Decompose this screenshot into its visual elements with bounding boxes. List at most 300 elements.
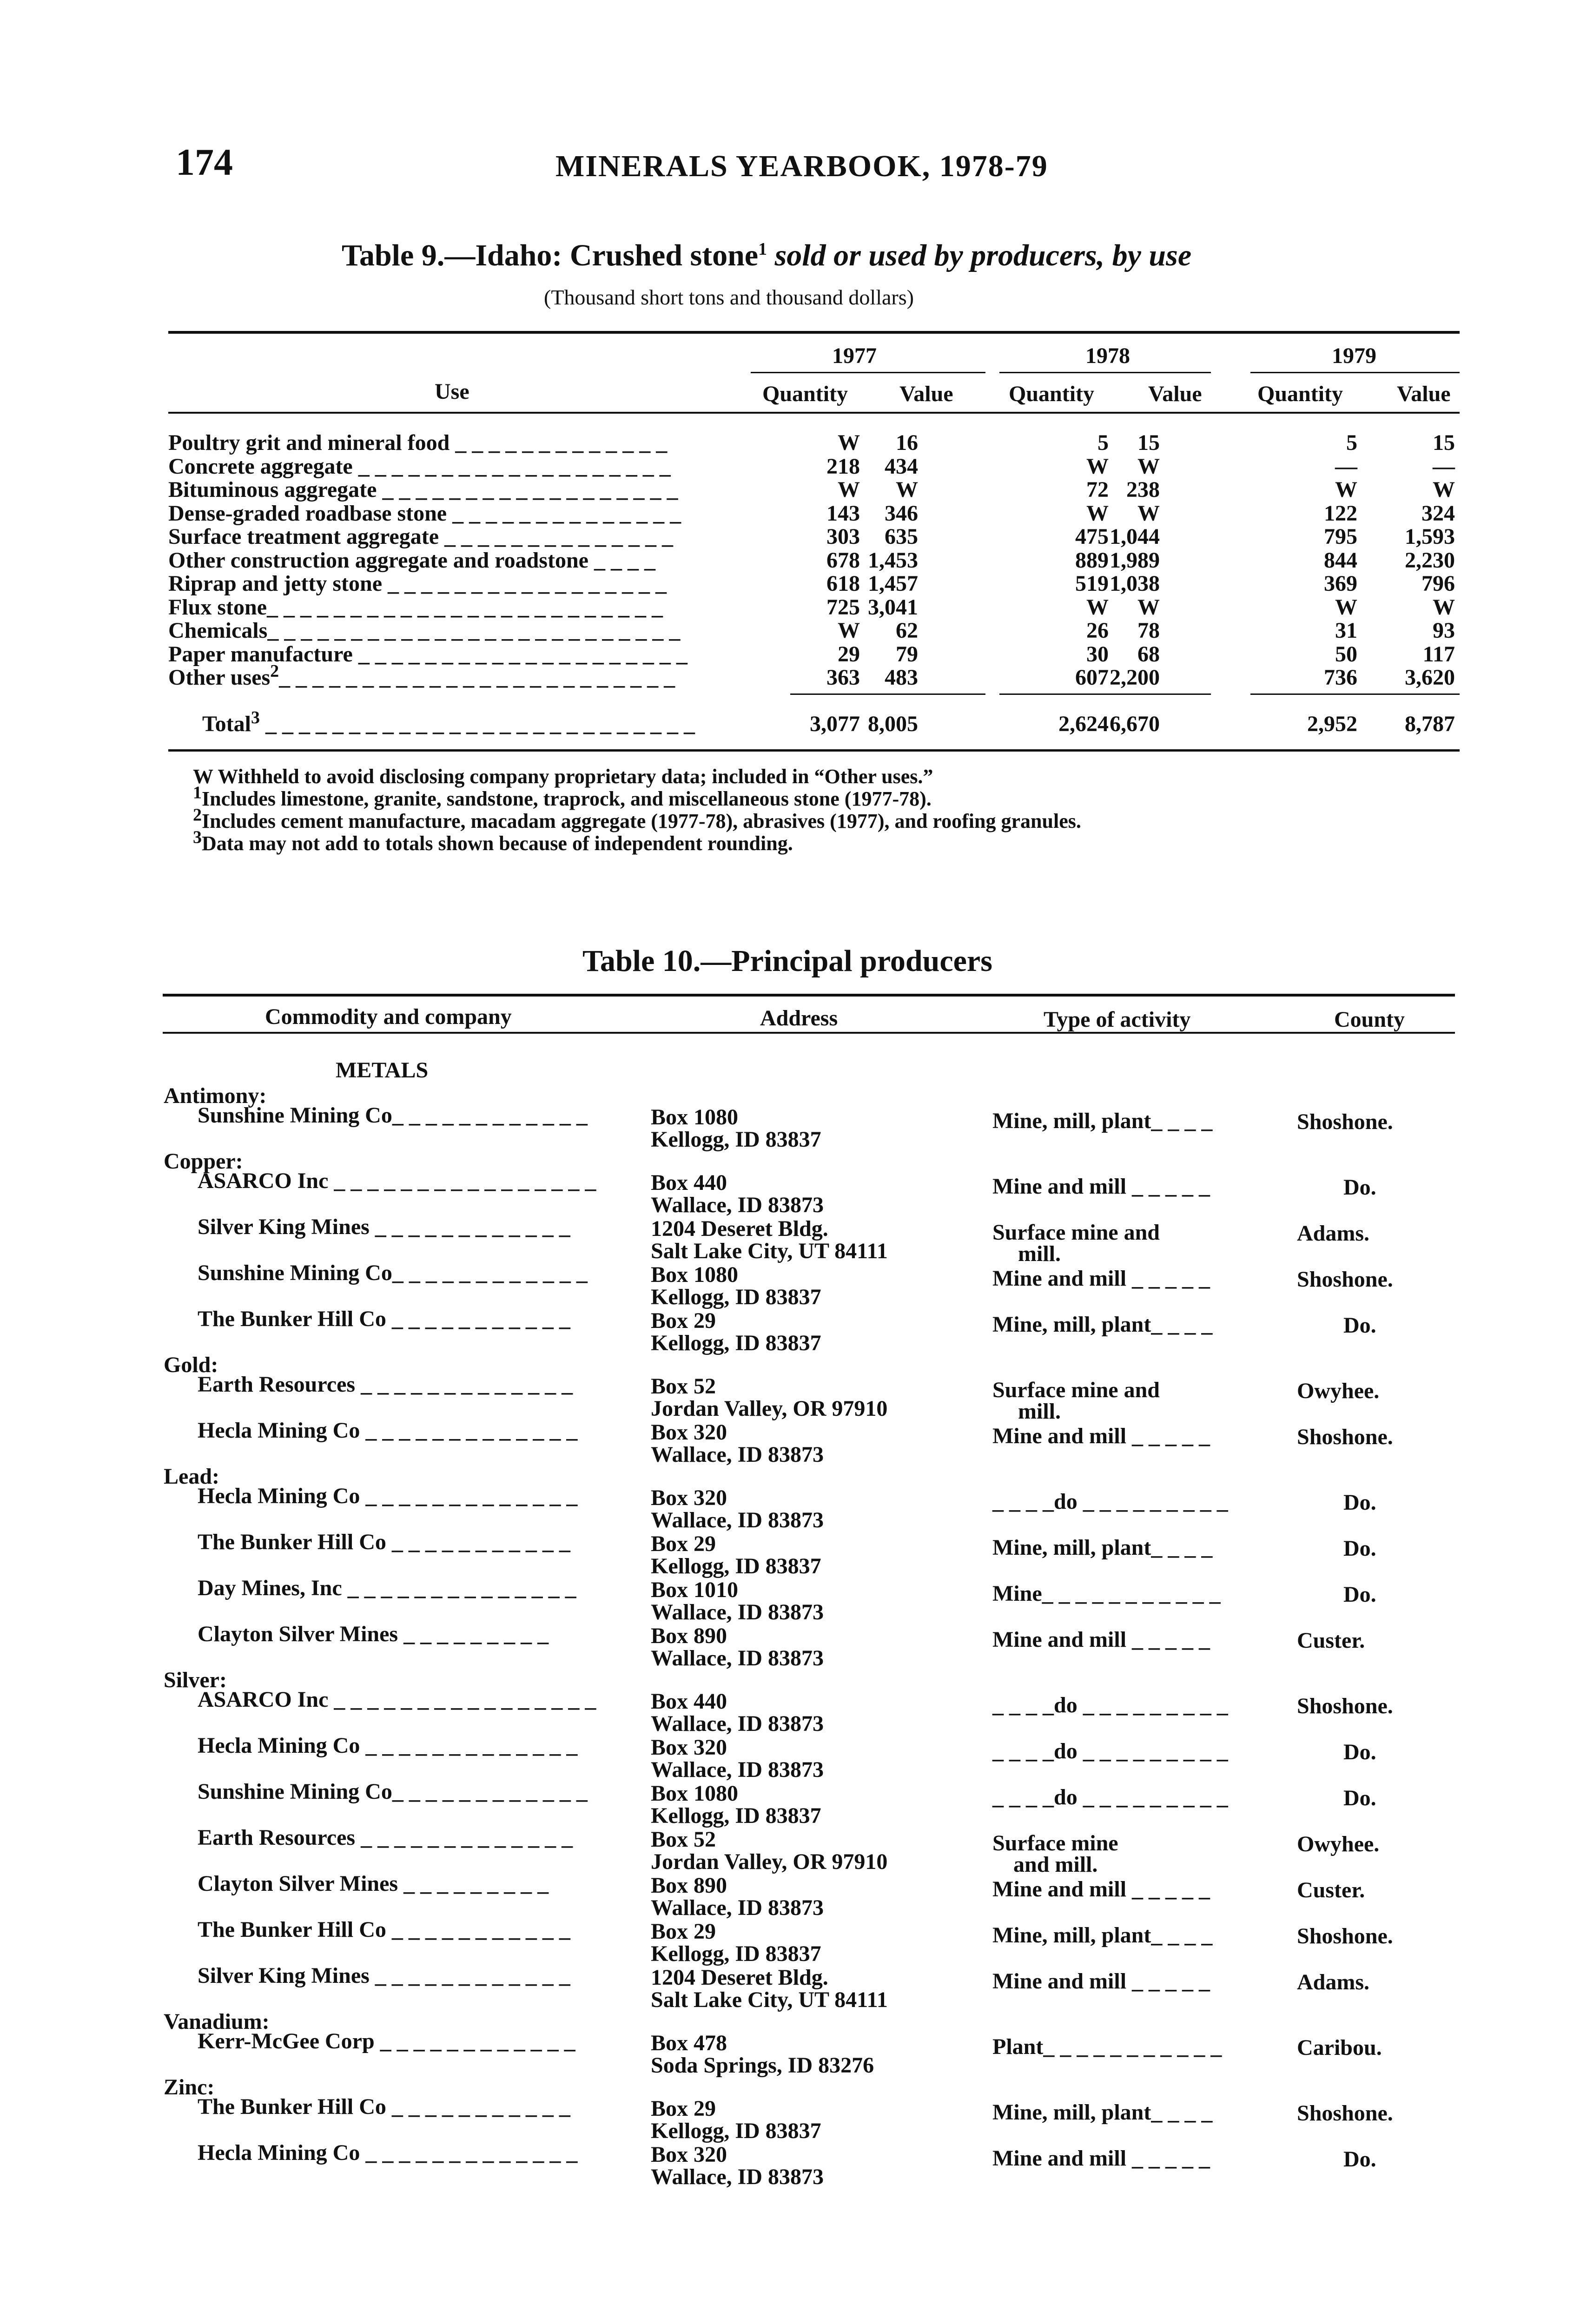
company-label: The Bunker Hill Co <box>198 1307 386 1331</box>
activity-label: Mine, mill, plant <box>992 1923 1151 1948</box>
table-cell: 62 <box>896 618 918 643</box>
table-cell: W <box>1433 594 1455 620</box>
company-name <box>198 2094 570 2119</box>
activity-type <box>992 1489 1228 1514</box>
company-name <box>198 1621 549 1647</box>
address-line-1: Box 1010 <box>651 1578 739 1602</box>
company-name <box>198 1483 577 1509</box>
company-name <box>198 1733 577 1758</box>
table-cell: W <box>1137 594 1160 620</box>
quantity-header: Quantity <box>762 382 848 406</box>
table9-title-main: Table 9. <box>342 238 445 272</box>
county: Do. <box>1343 1786 1376 1810</box>
address-line-2: Wallace, ID 83873 <box>651 1442 824 1467</box>
dot-leader: _ _ _ _ _ <box>1126 2146 1210 2171</box>
company-name <box>198 1103 588 1128</box>
county: Custer. <box>1297 1628 1365 1653</box>
address-line-2: Soda Springs, ID 83276 <box>651 2053 874 2078</box>
table-cell: 79 <box>896 641 918 667</box>
table-row-label <box>168 524 673 549</box>
dot-leader: _ _ _ _ _ _ _ _ _ _ _ _ _ _ _ _ _ _ _ _ <box>352 641 688 667</box>
company-label: Hecla Mining Co <box>198 1484 360 1508</box>
activity-label: _ _ _ _do <box>992 1693 1078 1717</box>
company-label: Earth Resources <box>198 1372 356 1397</box>
table-cell: W <box>1086 454 1109 479</box>
county: Custer. <box>1297 1878 1365 1902</box>
address-line-1: Box 29 <box>651 1532 716 1556</box>
table-row-label <box>168 548 655 573</box>
dot-leader: _ _ _ _ _ _ _ _ _ _ _ _ <box>392 1779 588 1804</box>
address-line-1: Box 29 <box>651 1919 716 1944</box>
address-line-1: 1204 Deseret Bldg. <box>651 1965 828 1990</box>
dot-leader: _ _ _ _ _ _ _ _ _ _ _ _ _ <box>450 430 668 455</box>
county: Do. <box>1343 1490 1376 1515</box>
county: Do. <box>1343 1582 1376 1607</box>
activity-label: Mine and mill <box>992 2146 1127 2171</box>
table-row-label <box>168 661 675 690</box>
county: Shoshone. <box>1297 1425 1393 1449</box>
activity-label: Mine and mill <box>992 1969 1127 1994</box>
county: Do. <box>1343 1536 1376 1561</box>
footnote-mark: 3 <box>251 708 260 727</box>
dot-leader: _ _ _ _ _ <box>1126 1627 1210 1652</box>
table10-header-activity: Type of activity <box>1044 1007 1191 1032</box>
dot-leader: _ _ _ _ _ _ _ _ _ _ _ _ <box>369 1963 570 1988</box>
dot-leader: _ _ _ _ _ _ _ _ _ _ _ _ <box>392 1103 588 1128</box>
table-row-label <box>168 477 678 502</box>
table-cell: 31 <box>1335 618 1357 643</box>
dot-leader: _ _ _ _ _ _ _ _ _ _ _ _ _ _ <box>342 1576 576 1600</box>
use-label: Chemicals <box>168 618 268 643</box>
company-label: Silver King Mines <box>198 1963 370 1988</box>
address-line-2: Wallace, ID 83873 <box>651 1711 824 1736</box>
table-cell: — <box>1433 454 1455 479</box>
company-name <box>198 1687 596 1712</box>
table-cell: 2,200 <box>1110 665 1160 690</box>
use-label: Surface treatment aggregate <box>168 524 439 549</box>
activity-type <box>992 1108 1212 1134</box>
county: Owyhee. <box>1297 1379 1380 1403</box>
table9-title-dash: —Idaho: Crushed stone <box>444 238 759 272</box>
company-name <box>198 1779 588 1804</box>
company-label: Kerr-McGee Corp <box>198 2029 375 2053</box>
table-cell: 678 <box>826 548 860 573</box>
company-name <box>198 1214 570 1240</box>
address-line-1: Box 478 <box>651 2031 727 2055</box>
table-cell: 725 <box>826 594 860 620</box>
commodity-heading: Zinc: <box>164 2075 215 2100</box>
dot-leader: _ _ _ _ _ _ _ _ _ _ _ _ _ <box>355 1372 573 1397</box>
address-line-2: Kellogg, ID 83837 <box>651 2119 821 2143</box>
table-cell: 5 <box>1097 430 1109 455</box>
county: Do. <box>1343 1313 1376 1338</box>
dot-leader: _ _ _ _ _ _ _ _ _ <box>1077 1739 1228 1763</box>
address-line-1: Box 29 <box>651 2096 716 2121</box>
table-cell: W <box>1086 594 1109 620</box>
dot-leader: _ _ _ _ <box>1151 1923 1213 1948</box>
activity-label: Mine <box>992 1581 1042 1606</box>
table10-header-address: Address <box>760 1006 838 1030</box>
table9-bottom-rule <box>168 749 1460 752</box>
county: Shoshone. <box>1297 1267 1393 1292</box>
address-line-2: Kellogg, ID 83837 <box>651 1127 821 1152</box>
address-line-2: Kellogg, ID 83837 <box>651 1285 821 1309</box>
dot-leader: _ _ _ _ <box>1151 1312 1213 1337</box>
company-label: Hecla Mining Co <box>198 1733 360 1758</box>
address-line-1: Box 320 <box>651 2142 727 2167</box>
company-label: ASARCO Inc <box>198 1169 329 1193</box>
dot-leader: _ _ _ _ _ _ _ _ _ _ _ _ <box>374 2029 575 2053</box>
table9-title <box>342 238 1191 273</box>
address-line-2: Kellogg, ID 83837 <box>651 1331 821 1355</box>
activity-label: Mine and mill <box>992 1877 1127 1901</box>
table9-header-rule <box>168 412 1460 414</box>
commodity-heading: Antimony: <box>164 1083 267 1108</box>
total-cell: 2,952 <box>1307 712 1357 736</box>
address-line-2: Salt Lake City, UT 84111 <box>651 1987 888 2012</box>
company-name <box>198 1871 549 1896</box>
footnote-text: Data may not add to totals shown because of independent rounding. <box>202 832 793 855</box>
table-cell: 117 <box>1422 641 1455 667</box>
table-cell: 30 <box>1086 641 1109 667</box>
table-cell: 93 <box>1433 618 1455 643</box>
table-cell: 3,620 <box>1405 665 1455 690</box>
table-cell: — <box>1335 454 1357 479</box>
activity-type <box>992 2146 1210 2171</box>
dot-leader: _ _ _ _ _ _ _ _ _ _ _ <box>1043 2034 1222 2059</box>
dot-leader: _ _ _ _ _ _ _ _ _ _ _ _ _ _ <box>439 524 673 549</box>
activity-type <box>992 1784 1228 1810</box>
activity-label: Mine, mill, plant <box>992 1109 1151 1133</box>
activity-label: Surface mine and <box>992 1378 1160 1402</box>
footnote-text: Includes cement manufacture, macadam aggregate (1977-78), abrasives (1977), and roofing granules. <box>202 810 1081 832</box>
dot-leader: _ _ _ _ _ <box>1126 1969 1210 1994</box>
dot-leader: _ _ _ _ _ _ _ _ _ _ _ _ _ _ _ _ _ <box>382 571 667 596</box>
activity-type <box>992 1312 1212 1337</box>
dot-leader: _ _ _ _ _ _ _ _ _ _ _ _ _ _ _ _ <box>328 1687 596 1712</box>
table-cell: 346 <box>885 501 918 526</box>
company-name <box>198 1306 570 1332</box>
table-row-label <box>168 430 667 456</box>
table-cell: W <box>896 477 918 502</box>
company-label: Silver King Mines <box>198 1215 370 1239</box>
dot-leader: _ _ _ _ _ _ _ _ _ _ _ <box>386 1530 570 1554</box>
table-cell: W <box>1137 454 1160 479</box>
company-label: The Bunker Hill Co <box>198 1530 386 1554</box>
table9-total-rule-1977 <box>790 693 985 695</box>
dot-leader: _ _ _ _ _ _ _ _ _ _ _ _ _ _ _ _ _ _ _ _ _ _ _ _ <box>267 594 663 620</box>
table9-title-rest: sold or used by producers, by use <box>767 238 1192 272</box>
address-line-2: Wallace, ID 83873 <box>651 2165 824 2189</box>
table-cell: 72 <box>1086 477 1109 502</box>
county: Shoshone. <box>1297 2101 1393 2126</box>
activity-label: Mine and mill <box>992 1266 1127 1291</box>
activity-label: Mine, mill, plant <box>992 1535 1151 1560</box>
table-cell: 16 <box>896 430 918 455</box>
commodity-heading: Vanadium: <box>164 2009 270 2034</box>
year-1978-rule <box>999 372 1211 373</box>
table10-header-company: Commodity and company <box>265 1004 512 1029</box>
table-cell: W <box>1433 477 1455 502</box>
company-label: The Bunker Hill Co <box>198 2094 386 2119</box>
table-cell: 324 <box>1421 501 1455 526</box>
dot-leader: _ _ _ _ <box>1151 1535 1213 1560</box>
footnote <box>193 827 793 855</box>
dot-leader: _ _ _ _ _ _ _ _ _ _ _ _ <box>392 1261 588 1285</box>
table-cell: 15 <box>1137 430 1160 455</box>
address-line-2: Wallace, ID 83873 <box>651 1646 824 1670</box>
table-cell: 618 <box>826 571 860 596</box>
quantity-header: Quantity <box>1257 382 1343 406</box>
activity-type <box>992 1627 1210 1652</box>
activity-label: Mine and mill <box>992 1424 1127 1448</box>
value-header: Value <box>1397 382 1451 406</box>
footnote-mark: 3 <box>193 827 202 847</box>
company-name <box>198 1963 570 1988</box>
table-cell: 607 <box>1075 665 1109 690</box>
company-label: Sunshine Mining Co <box>198 1103 392 1128</box>
table9-top-rule <box>168 331 1460 334</box>
table-row-label <box>168 501 681 526</box>
use-label: Poultry grit and mineral food <box>168 430 450 455</box>
company-label: Hecla Mining Co <box>198 2140 360 2165</box>
dot-leader: _ _ _ _ _ _ _ _ _ _ _ _ _ _ _ _ _ _ _ _ _ _ _ _ _ _ <box>259 712 695 736</box>
address-line-2: Kellogg, ID 83837 <box>651 1941 821 1966</box>
total-cell: 8,005 <box>868 712 918 736</box>
total-cell: 6,670 <box>1110 712 1160 736</box>
activity-label: Plant <box>992 2034 1044 2059</box>
address-line-2: Kellogg, ID 83837 <box>651 1803 821 1828</box>
table-cell: 889 <box>1075 548 1109 573</box>
county: Shoshone. <box>1297 1694 1393 1718</box>
address-line-1: Box 52 <box>651 1374 716 1399</box>
company-name <box>198 1418 577 1443</box>
activity-label: _ _ _ _do <box>992 1739 1078 1763</box>
address-line-1: Box 320 <box>651 1735 727 1760</box>
table-cell: W <box>1335 594 1357 620</box>
year-header-1979: 1979 <box>1332 343 1376 368</box>
use-header: Use <box>435 379 469 404</box>
table-cell: 2,230 <box>1405 548 1455 573</box>
address-line-2: Wallace, ID 83873 <box>651 1895 824 1920</box>
address-line-1: Box 440 <box>651 1689 727 1714</box>
address-line-2: Kellogg, ID 83837 <box>651 1554 821 1578</box>
dot-leader: _ _ _ _ _ <box>1126 1266 1210 1291</box>
address-line-1: Box 1080 <box>651 1105 739 1129</box>
address-line-1: 1204 Deseret Bldg. <box>651 1216 828 1241</box>
dot-leader: _ _ _ _ _ _ _ _ _ _ _ _ _ _ _ _ _ _ _ _ _ _ _ _ _ <box>267 618 681 643</box>
dot-leader: _ _ _ _ _ _ _ _ _ _ _ _ _ _ _ _ _ _ _ _ _ _ _ _ <box>279 665 675 690</box>
address-line-2: Wallace, ID 83873 <box>651 1193 824 1217</box>
address-line-1: Box 440 <box>651 1170 727 1195</box>
year-header-1978: 1978 <box>1085 343 1130 368</box>
company-name <box>198 1917 570 1942</box>
dot-leader: _ _ _ _ _ _ _ _ _ _ _ _ _ <box>360 1418 578 1443</box>
footnote-mark: 1 <box>193 783 202 803</box>
table-cell: W <box>1137 501 1160 526</box>
activity-type-cont: and mill. <box>1013 1852 1098 1877</box>
county: Adams. <box>1297 1970 1370 1994</box>
table9-subtitle: (Thousand short tons and thousand dollars) <box>544 285 914 309</box>
footnote <box>193 805 1081 833</box>
activity-label: Surface mine and <box>992 1220 1160 1245</box>
dot-leader: _ _ _ _ _ _ _ _ _ _ _ <box>386 1917 570 1942</box>
year-1979-rule <box>1250 372 1460 373</box>
use-label: Riprap and jetty stone <box>168 571 383 596</box>
dot-leader: _ _ _ _ _ _ _ _ _ _ _ _ _ <box>360 2140 578 2165</box>
activity-label: Mine, mill, plant <box>992 1312 1151 1337</box>
footnote-text: W Withheld to avoid disclosing company proprietary data; included in “Other uses.” <box>193 765 933 788</box>
table-cell: 122 <box>1324 501 1357 526</box>
footnote <box>193 783 932 811</box>
table10-section-metals: METALS <box>336 1058 429 1083</box>
address-line-2: Jordan Valley, OR 97910 <box>651 1396 888 1421</box>
dot-leader: _ _ _ _ _ _ _ _ _ <box>1077 1693 1228 1717</box>
dot-leader: _ _ _ _ _ <box>1126 1877 1210 1901</box>
table-cell: 1,044 <box>1110 524 1160 549</box>
table-cell: 1,038 <box>1110 571 1160 596</box>
use-label: Other construction aggregate and roadstone <box>168 548 588 573</box>
total-row-label <box>202 708 695 737</box>
activity-type <box>992 2100 1212 2125</box>
table-cell: 795 <box>1324 524 1357 549</box>
address-line-1: Box 320 <box>651 1486 727 1510</box>
dot-leader: _ _ _ _ _ _ _ _ _ <box>398 1871 549 1896</box>
dot-leader: _ _ _ _ _ _ _ _ _ _ _ _ _ _ _ _ _ _ _ <box>352 454 671 479</box>
table-cell: 1,457 <box>868 571 918 596</box>
use-label: Other uses <box>168 665 271 690</box>
address-line-1: Box 1080 <box>651 1781 739 1806</box>
dot-leader: _ _ _ _ _ _ _ _ _ _ _ _ _ <box>360 1733 578 1758</box>
total-cell: 2,624 <box>1058 712 1109 736</box>
table10-header-county: County <box>1334 1007 1405 1032</box>
dot-leader: _ _ _ _ _ _ _ _ _ _ _ <box>386 2094 570 2119</box>
address-line-1: Box 52 <box>651 1827 716 1852</box>
table-cell: 736 <box>1324 665 1357 690</box>
dot-leader: _ _ _ _ <box>1151 1109 1213 1133</box>
activity-label: Mine and mill <box>992 1174 1127 1199</box>
use-label: Bituminous aggregate <box>168 477 377 502</box>
footnote-mark: 2 <box>270 661 279 681</box>
table-cell: 15 <box>1433 430 1455 455</box>
address-line-1: Box 29 <box>651 1308 716 1333</box>
company-name <box>198 2028 575 2054</box>
value-header: Value <box>1148 382 1202 406</box>
table-row-label <box>168 618 680 643</box>
table-cell: 483 <box>885 665 918 690</box>
activity-type <box>992 1876 1210 1902</box>
activity-label: Mine, mill, plant <box>992 2100 1151 2125</box>
company-name <box>198 1575 576 1601</box>
table-cell: 796 <box>1421 571 1455 596</box>
commodity-heading: Gold: <box>164 1353 218 1377</box>
table-row-label <box>168 594 663 620</box>
table-cell: W <box>838 477 860 502</box>
running-head: MINERALS YEARBOOK, 1978-79 <box>555 149 1048 183</box>
value-header: Value <box>899 382 953 406</box>
total-cell: 3,077 <box>810 712 860 736</box>
company-label: Sunshine Mining Co <box>198 1261 392 1285</box>
activity-label: Surface mine <box>992 1831 1118 1855</box>
activity-type <box>992 1377 1160 1403</box>
dot-leader: _ _ _ _ _ _ _ _ _ _ _ _ _ _ _ _ _ _ <box>377 477 678 502</box>
dot-leader: _ _ _ _ _ _ _ _ _ _ _ _ _ <box>355 1825 573 1850</box>
address-line-2: Wallace, ID 83873 <box>651 1508 824 1532</box>
table-cell: W <box>1086 501 1109 526</box>
table-cell: 434 <box>885 454 918 479</box>
table-row-label <box>168 454 671 479</box>
activity-type <box>992 1535 1212 1560</box>
company-name <box>198 1372 573 1397</box>
table-cell: 29 <box>838 641 860 667</box>
company-label: Sunshine Mining Co <box>198 1779 392 1804</box>
activity-type <box>992 1266 1210 1291</box>
table-cell: 78 <box>1137 618 1160 643</box>
company-name <box>198 1825 573 1850</box>
activity-type <box>992 1692 1228 1718</box>
address-line-2: Wallace, ID 83873 <box>651 1600 824 1624</box>
county: Shoshone. <box>1297 1924 1393 1948</box>
use-label: Paper manufacture <box>168 641 353 667</box>
company-name <box>198 1260 588 1286</box>
use-label: Flux stone <box>168 594 267 620</box>
dot-leader: _ _ _ _ _ <box>1126 1424 1210 1448</box>
dot-leader: _ _ _ _ _ _ _ _ _ <box>1077 1489 1228 1514</box>
quantity-header: Quantity <box>1009 382 1095 406</box>
company-label: Earth Resources <box>198 1825 356 1850</box>
table10-header-rule <box>163 1032 1455 1034</box>
county: Do. <box>1343 1740 1376 1764</box>
activity-type-cont: mill. <box>1018 1399 1061 1424</box>
table-cell: 303 <box>826 524 860 549</box>
county: Shoshone. <box>1297 1109 1393 1134</box>
company-name <box>198 1168 596 1194</box>
activity-type-cont: mill. <box>1018 1241 1061 1266</box>
county: Owyhee. <box>1297 1832 1380 1856</box>
company-name <box>198 1529 570 1555</box>
commodity-heading: Copper: <box>164 1149 243 1174</box>
county: Caribou. <box>1297 2035 1382 2060</box>
dot-leader: _ _ _ _ _ _ _ _ _ _ _ _ _ _ <box>447 501 681 526</box>
address-line-1: Box 320 <box>651 1420 727 1445</box>
dot-leader: _ _ _ _ _ _ _ _ _ _ _ _ _ _ _ _ <box>328 1169 596 1193</box>
county: Do. <box>1343 2147 1376 2172</box>
dot-leader: _ _ _ _ _ _ _ _ _ _ _ _ <box>369 1215 570 1239</box>
activity-type <box>992 1581 1221 1606</box>
commodity-heading: Lead: <box>164 1464 219 1489</box>
address-line-1: Box 890 <box>651 1873 727 1898</box>
dot-leader: _ _ _ _ <box>1151 2100 1213 2125</box>
company-name <box>198 2140 577 2166</box>
activity-label: _ _ _ _do <box>992 1785 1078 1809</box>
table-row-label <box>168 641 688 667</box>
activity-type <box>992 1174 1210 1199</box>
company-label: Day Mines, Inc <box>198 1576 342 1600</box>
dot-leader: _ _ _ _ _ _ _ _ _ _ _ <box>386 1307 570 1331</box>
table9-title-sup: 1 <box>758 239 767 259</box>
table-cell: 3,041 <box>868 594 918 620</box>
address-line-2: Wallace, ID 83873 <box>651 1757 824 1782</box>
total-cell: 8,787 <box>1405 712 1455 736</box>
activity-label: _ _ _ _do <box>992 1489 1078 1514</box>
table-cell: 635 <box>885 524 918 549</box>
activity-type <box>992 1220 1160 1245</box>
table-cell: 50 <box>1335 641 1357 667</box>
dot-leader: _ _ _ _ _ <box>1126 1174 1210 1199</box>
address-line-2: Salt Lake City, UT 84111 <box>651 1239 888 1263</box>
footnote <box>193 765 933 788</box>
activity-type <box>992 1738 1228 1764</box>
